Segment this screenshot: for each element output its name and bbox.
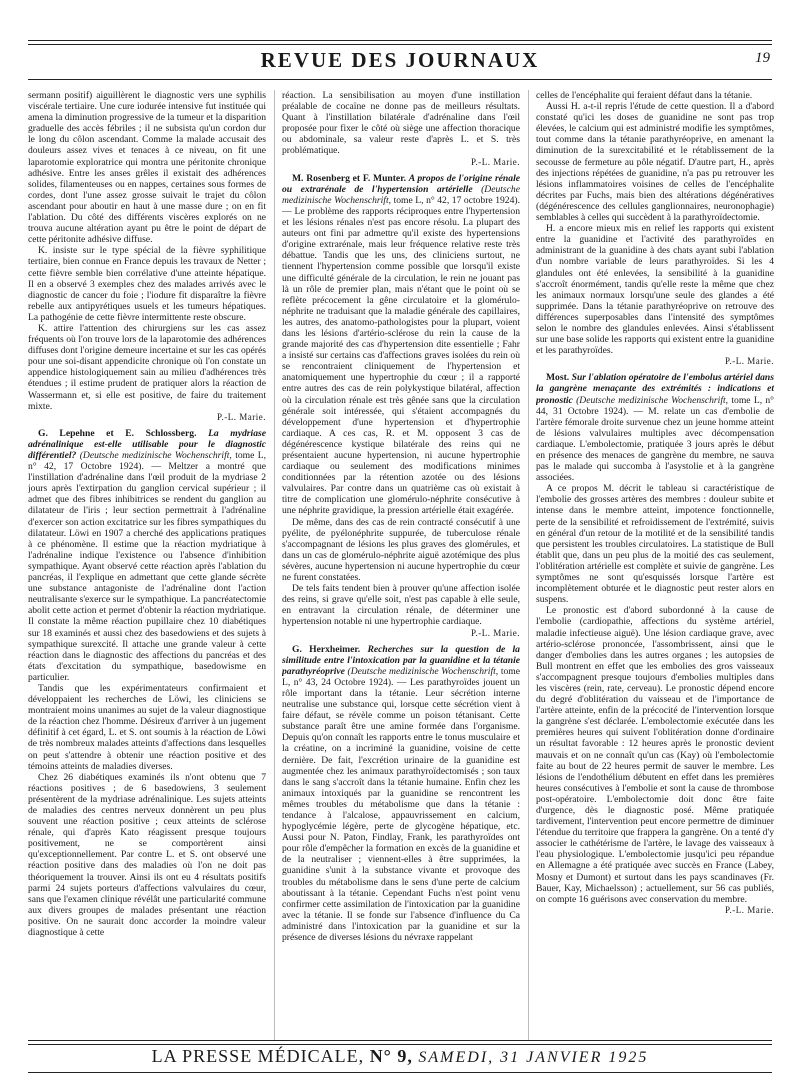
article-heading xyxy=(28,428,266,683)
signature: P.-L. Marie. xyxy=(471,156,520,167)
article-title: Recherches sur la question de la similitude entre l'intoxication par la guanidine et la tétanie parathyréoprive xyxy=(282,643,520,677)
column-separator xyxy=(274,90,275,1040)
article-heading xyxy=(536,372,774,483)
paragraph: celles de l'encéphalite qui feraient défaut dans la tétanie. xyxy=(536,90,753,101)
article-title: La mydriase adrénalinique est-elle utilisable pour le diagnostic différentiel? xyxy=(28,427,266,461)
paragraph: sermann positif) aiguillèrent le diagnostic vers une syphilis viscérale tertiaire. Une cure iodurée intensive fut instituée qui amena la diminution progressive de la tumeur et la disparition graduelle des accès fébriles ; il ne subsista qu'un cordon dur le long du côlon ascendant. Comme la malade accusait des douleurs assez vives et tenaces à ce niveau, on fit une laparotomie exploratrice qui montra une péritonite chronique adhésive. Entre les anses grêles il existait des adhérences solides, filamenteuses ou en nappes, certaines sous formes de cordes, dont l'une assez grosse suivait le trajet du côlon ascendant pour aboutir en haut à une masse dure ; on en fit l'ablation. Du côté des différents viscères explorés on ne trouva aucune altération ayant pu être le point de départ de cette péritonite adhésive diffuse. xyxy=(28,90,266,246)
article-source: (Deutsche medizinische Wochenschrift, xyxy=(79,450,232,461)
footer-issue-number: N° 9, xyxy=(369,1046,413,1066)
article-source: (Deutsche medizinische Wochenschrift, xyxy=(576,394,729,406)
signature: P.-L. Marie. xyxy=(725,904,774,915)
article-reference: tome L, n° 43, 24 Octobre 1924). — xyxy=(282,665,520,688)
paragraph: K. attire l'attention des chirurgiens sur les cas assez fréquents où l'on trouve lors de la laparotomie des adhérences diffuses dont l'origine demeure incertaine et sur les cas opérés pour une soi-disant appendicite chronique où l'on constate un appendice histologiquement sain au milieu d'adhérences très étendues ; il estime prudent de pratiquer alors la réaction de Wassermann et, si elle est positive, de faire du traitement mixte. xyxy=(28,322,266,412)
article-reference: tome L, n° 44, 31 Octobre 1924). — xyxy=(536,394,774,417)
column-left xyxy=(28,90,266,1040)
footer-bottom-rule xyxy=(28,1072,772,1073)
page-number: 19 xyxy=(755,50,770,66)
article-title: Sur l'ablation opératoire de l'embolus artériel dans la gangrène menaçante des extrémités : indications et pronostic xyxy=(536,372,774,406)
paragraph: K. insiste sur le type spécial de la fièvre syphilitique tertiaire, bien connue en France depuis les travaux de Netter ; cette fièvre semble bien corrélative d'une atteinte hépatique. Il en a observé 3 exemples chez des malades arrivés avec le diagnostic de cancer du foie ; l'iodure fit disparaître la fièvre rebelle aux antipyrétiques usuels et les tumeurs hépatiques. La pathogénie de cette fièvre intermittente reste obscure. xyxy=(28,245,266,323)
paragraph: réaction. La sensibilisation au moyen d'une instillation préalable de cocaïne ne donne pas de meilleurs résultats. Quant à l'instillation bilatérale d'adrénaline dans l'œil proposée pour fixer le côté où siège une affection thoracique ou abdominale, sa valeur reste d'après L. et S. très problématique. xyxy=(282,90,520,157)
article-heading xyxy=(282,173,520,517)
page-footer xyxy=(0,1046,800,1067)
column-separator xyxy=(528,90,529,1040)
signature: P.-L. Marie. xyxy=(725,356,774,367)
signature: P.-L. Marie. xyxy=(217,411,266,422)
article-body: M. relate un cas d'embolie de l'artère fémorale droite survenue chez un jeune homme atteint de lésions valvulaires multiples avec décompensation cardiaque. L'embolectomie, pratiquée 3 jours après le début en présence des menaces de gangrène du membre, ne sauva pas le malade qui succomba à l'asystolie et à la gangrène associées. xyxy=(536,405,774,484)
article-source: (Deutsche medizinische Wochenschrift, xyxy=(282,183,520,206)
footer-journal-name: LA PRESSE MÉDICALE, xyxy=(151,1046,365,1066)
paragraph: Le pronostic est d'abord subordonné à la cause de l'embolie (cardiopathie, affections du système artériel, maladie infectieuse aiguë). Une lésion cardiaque grave, avec artério-sclérose prononcée, l'assombrissent, ainsi que le danger d'embolies dans les autres organes ; les autopsies de Bull montrent en effet que les embolies des gros vaisseaux s'accompagnent presque toujours d'embolies multiples dans les viscères (rein, rate, cerveau). Le pronostic dépend encore du degré d'oblitération du vaisseau et de l'importance de l'artère atteinte, enfin de la précocité de l'intervention lorsque la gangrène s'est déclarée. L'embolectomie exécutée dans les premières heures qui suivent l'oblitération donne d'ordinaire un résultat favorable : 12 heures après le pronostic devient mauvais et on ne connaît qu'un cas (Kay) où l'embolectomie faite au bout de 22 heures permit de sauver le membre. Les lésions de l'endothélium débutent en effet dans les premières heures consécutives à l'embolie et sont la cause de thrombose post-opératoire. L'embolectomie doit donc être faite d'urgence, dès le diagnostic posé. Même pratiquée tardivement, l'intervention peut encore permettre de diminuer l'étendue du territoire que frappera la gangrène. On a tenté d'y associer le cathétérisme de l'artère, le lavage des vaisseaux à l'eau physiologique. L'embolectomie jusqu'ici peu répandue en Allemagne a été pratiquée avec succès en France (Labey, Mosny et Dumont) et surtout dans les pays scandinaves (Fr. Bauer, Kay, Michaelsson) ; actuellement, sur 56 cas publiés, on compte 16 guérisons avec conservation du membre. xyxy=(536,605,774,905)
paragraph: De tels faits tendent bien à prouver qu'une affection isolée des reins, si grave qu'elle soit, n'est pas capable à elle seule, en entravant la circulation rénale, de déterminer une hypertension notable ni une hypertrophie cardiaque. xyxy=(282,583,520,628)
article-authors: G. Lepehne et E. Schlossberg. xyxy=(38,427,197,439)
column-middle xyxy=(282,90,520,1040)
footer-date: SAMEDI, 31 JANVIER 1925 xyxy=(418,1049,649,1066)
article-authors: M. Rosenberg et F. Munter. xyxy=(292,172,406,184)
column-right xyxy=(536,90,774,1040)
paragraph: Tandis que les expérimentateurs confirmaient et développaient les recherches de Löwi, les cliniciens se montraient moins unanimes au sujet de la valeur diagnostique de la réaction chez l'homme. Désireux d'arriver à un jugement définitif à cet égard, L. et S. ont soumis à la réaction de Löwi de très nombreux malades atteints d'affections dans lesquelles on peut s'attendre à obtenir une réaction positive et des témoins atteints de maladies diverses. xyxy=(28,682,266,772)
article-heading xyxy=(282,644,520,944)
paragraph: Aussi H. a-t-il repris l'étude de cette question. Il a d'abord constaté qu'ici les doses de guanidine ne sont pas trop élevées, le calcium qui est administré modifie les symptômes, tout comme dans la tétanie parathyréoprive, en amenant la diminution de la surexcitabilité et le rétablissement de la secousse de fermeture au pôle négatif. D'autre part, H., après des injections répétées de guanidine, n'a pas pu retrouver les lésions inflammatoires voisines de celles de l'encéphalite décrites par Fuchs, mais bien des altérations dégénératives (dégénérescence des cellules ganglionnaires, neuronophagie) semblables à celles qui succèdent à la parathyroïdectomie. xyxy=(536,101,774,224)
header-bottom-rule xyxy=(28,79,772,80)
article-body: Le problème des rapports réciproques entre l'hypertension et les lésions rénales n'est pas encore résolu. La plupart des auteurs ont fini par admettre qu'il existe des hypertensions d'origine extrarénale, mais leur fréquence relative reste très débattue. Tandis que les uns, des cliniciens surtout, ne tiennent l'hypertension comme possible que lorsqu'il existe une difficulté générale de la circulation, le rein ne jouant pas là un rôle de premier plan, mais n'étant que le point où se reflète précocement la gêne circulatoire et la glomérulo-néphrite ne traduisant que la maladie générale des capillaires, les autres, des anatomo-pathologistes pour la plupart, voient dans les lésions d'artério-sclérose du rein la cause de la grande majorité des cas d'hypertension dite essentielle ; Fahr a insisté sur certains cas d'affections graves isolées du rein où se rencontraient cliniquement de l'hypertension et anatomiquement une hypertrophie du cœur ; il a rapporté entre autres des cas de rein polykystique bilatéral, affection où la circulation rénale est très gênée sans que la circulation générale soit intéressée, qui s'étaient accompagnés du développement d'une hypertension et d'hypertrophie cardiaque. A ces cas, R. et M. opposent 3 cas de dégénérescence kystique bilatérale des reins qui ne présentaient aucune hypertension, ni aucune hypertrophie cardiaque ou seulement des modifications minimes conditionnées par la rétention azotée ou des lésions valvulaires. Par contre dans un quatrième cas où existait à titre de complication une glomérulo-néphrite consécutive à une néphrite gravidique, la pression artérielle était exagérée. xyxy=(282,205,520,517)
article-body: Meltzer a montré que l'instillation d'adrénaline dans l'œil produit de la mydriase 2 jours après l'extirpation du ganglion cervical supérieur ; il admet que des fibres inhibitrices se rendent du ganglion au dilatateur de l'iris ; leur section permettrait à l'adrénaline d'exercer son action excitatrice sur les fibres sympathiques du dilatateur. Löwi en 1907 a cherché des applications pratiques à ce phénomène. Il estime que la réaction mydriatique à l'adrénaline indique l'existence ou l'absence d'inhibition sympathique. Ayant observé cette réaction après l'ablation du pancréas, il l'explique en admettant que cette glande sécrète une substance antagoniste de l'adrénaline dont l'action neutralisante s'exerce sur le sympathique. La pancréatectomie abolit cette action et permet d'obtenir la réaction mydriatique. Il constate la même réaction pupillaire chez 10 diabétiques sur 18 examinés et aussi chez des basedowiens et des sujets à sympathique surexcité. Il attache une grande valeur à cette réaction dans le diagnostic des affections du pancréas et des états d'excitation du sympathique, basedowisme en particulier. xyxy=(28,461,266,683)
signature: P.-L. Marie. xyxy=(471,627,520,638)
article-authors: Most. xyxy=(546,372,570,384)
paragraph: Chez 26 diabétiques examinés ils n'ont obtenu que 7 réactions positives ; de 6 basedowiens, 3 seulement présentèrent de la mydriase adrénalinique. Les sujets atteints de maladies des centres nerveux donnèrent un peu plus souvent une réaction positive ; ceux atteints de sclérose rénale, qui d'après Kato réagissent presque toujours positivement, ne se comportèrent ainsi qu'exceptionnellement. Par contre L. et S. ont observé une réaction positive dans des maladies où l'on ne doit pas théoriquement la trouver. Ainsi ils ont eu 4 résultats positifs parmi 24 sujets porteurs d'affections valvulaires du cœur, sans que l'examen clinique révélât une particularité commune aux divers groupes de malades présentant une réaction positive. On ne saurait donc accorder la moindre valeur diagnostique à cette xyxy=(28,771,266,939)
journal-section-title: REVUE DES JOURNAUX xyxy=(260,48,540,72)
header-top-rule xyxy=(28,40,772,45)
article-authors: G. Herxheimer. xyxy=(292,643,361,655)
paragraph: H. a encore mieux mis en relief les rapports qui existent entre la guanidine et l'activité des parathyroïdes en administrant de la guanidine à des chats ayant subi l'ablation d'un nombre variable de leurs parathyroïdes. Si les 4 glandules ont été enlevées, la sensibilité à la guanidine s'accroît énormément, tandis qu'elle reste la même que chez les animaux normaux lorsqu'une seule des glandes a été supprimée. Dans la tétanie parathyréoprive on retrouve des différences superposables dans l'intensité des symptômes selon le nombre des glandules enlevées. Ainsi s'établissent sur une base solide les rapports qui existent entre la guanidine et les parathyroïdes. xyxy=(536,223,774,357)
paragraph: A ce propos M. décrit le tableau si caractéristique de l'embolie des grosses artères des membres : douleur subite et intense dans le membre atteint, impotence fonctionnelle, perte de la sensibilité et refroidissement de l'extrémité, suivis en général d'un retour de la motilité et de la sensibilité tandis que persistent les troubles circulatoires. La statistique de Bull établit que, dans un peu plus de la moitié des cas seulement, l'oblitération artérielle est complète et suivie de gangrène. Les symptômes ne sont qu'esquissés lorsque l'artère est incomplètement obturée et le diagnostic peut rester alors en suspens. xyxy=(536,483,774,606)
paragraph: De même, dans des cas de rein contracté consécutif à une pyélite, de pyélonéphrite suppurée, de tuberculose rénale s'accompagnant de lésions les plus graves des glomérules, et dans un cas de glomérulo-néphrite aiguë azotémique des plus sévères, aucune hypertension ni aucune hypertrophie du cœur ne furent constatées. xyxy=(282,516,520,584)
article-body: Les parathyroïdes jouent un rôle important dans la tétanie. Leur sécrétion interne neutralise une substance qui, lorsque cette sécrétion vient à faire défaut, se révèle comme un poison tétanisant. Cette substance paraît être une amine formée dans l'organisme. Depuis qu'on connaît les rapports entre le tonus musculaire et la créatine, on a incriminé la guanidine, voisine de cette dernière. De fait, l'excrétion urinaire de la guanidine est augmentée chez les animaux parathyroïdectomisés ; son taux dans le sang s'accroît dans la tétanie humaine. Enfin chez les animaux intoxiqués par la guanidine se rencontrent les mêmes troubles du métabolisme que dans la tétanie : tendance à l'alcalose, appauvrissement en calcium, hypoglycémie légère, perte de glycogène hépatique, etc. Aussi pour N. Paton, Findlay, Frank, les parathyroïdes ont pour rôle d'empêcher la formation en excès de la guanidine et de la neutraliser ; viennent-elles à être supprimées, la guanidine s'unit à la substance vivante et provoque des troubles du métabolisme dans le sens d'une perte de calcium aboutissant à la tétanie. Cependant Fuchs n'est point venu confirmer cette assimilation de l'intoxication par la guanidine avec la tétanie. Il se fonde sur l'absence d'influence du Ca administré dans l'intoxication par la guanidine et sur la présence de diverses lésions du névraxe rappelant xyxy=(282,676,520,944)
article-title: A propos de l'origine rénale ou extrarénale de l'hypertension artérielle xyxy=(282,172,520,195)
article-reference: tome L, n° 42, 17 octobre 1924). — xyxy=(282,194,520,217)
article-source: (Deutsche medizinische Wochenschrift, xyxy=(347,665,499,677)
article-reference: tome L, n° 42, 17 Octobre 1924). — xyxy=(28,450,266,473)
footer-top-rule xyxy=(28,1040,772,1045)
